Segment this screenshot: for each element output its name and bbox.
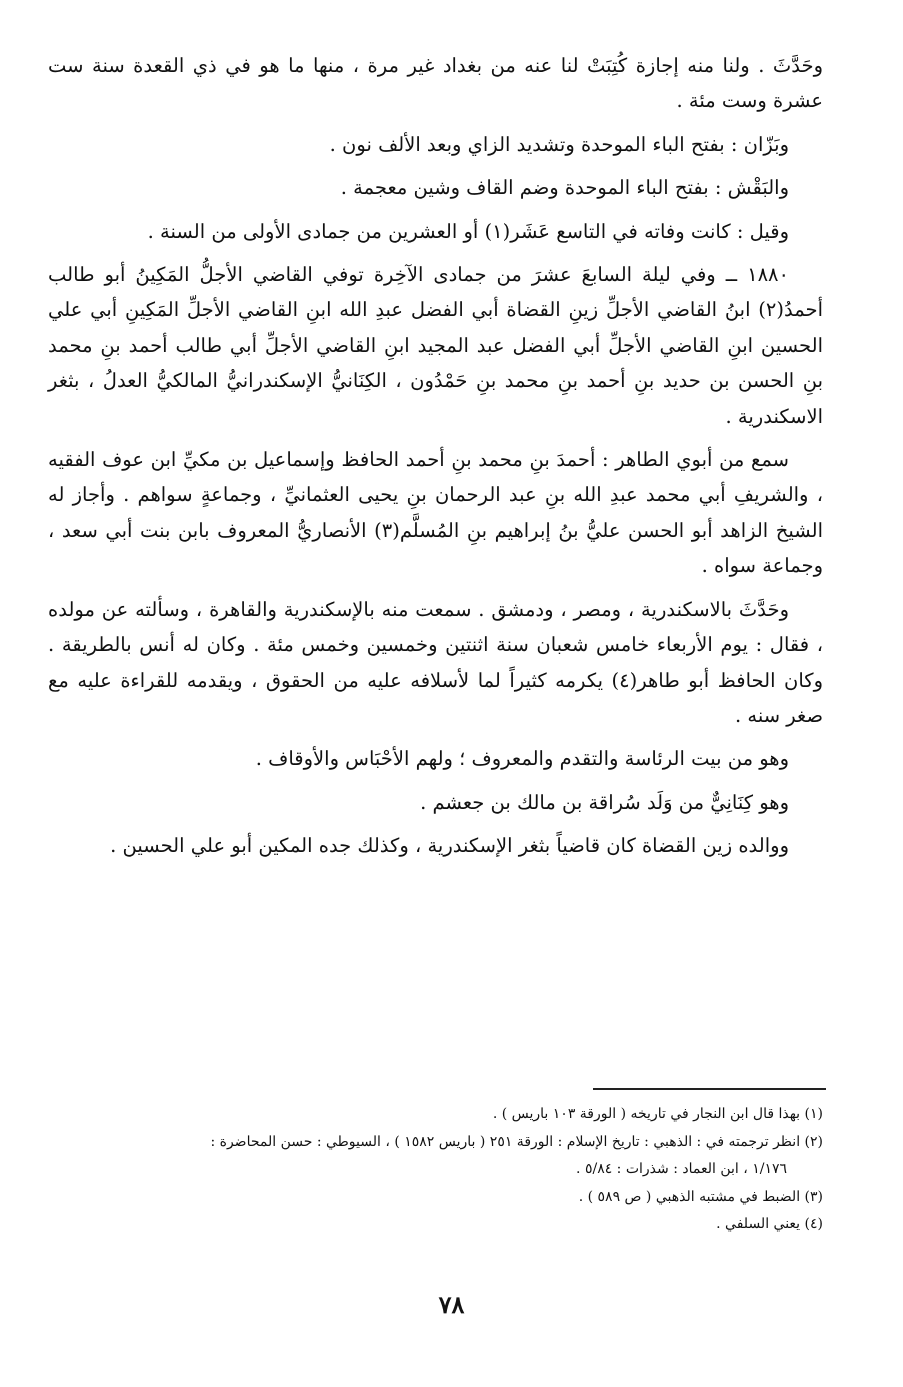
paragraph-teachers: سمع من أبوي الطاهر : أحمدَ بنِ محمد بنِ أحمد الحافظ وإسماعيل بن مكيِّ ابن عوف الفقيه ، والشريفِ أبي محمد عبدِ الله بنِ عبد الرحمان بنِ يحيى العثمانيِّ ، وجماعةٍ سواهم . وأجاز له الشيخ الزاهد أبو الحسن عليُّ بنُ إبراهيم بنِ المُسلَّم(٣) الأنصاريُّ المعروف بابن بنت أبي سعد ، وجماعة سواه . xyxy=(48,448,823,578)
paragraph-narration-places: وحَدَّثَ بالاسكندرية ، ومصر ، ودمشق . سمعت منه بالإسكندرية والقاهرة ، وسألته عن مولده ، فقال : يوم الأربعاء خامس شعبان سنة اثنتين وخمسين وخمس مئة . وكان له أنس بالطريقة . وكان الحافظ أبو طاهر(٤) يكرمه كثيراً لما لأسلافه عليه من الحقوق ، ويقدمه للقراءة عليه مع صغر سنه . xyxy=(48,597,823,727)
paragraph-father: ووالده زين القضاة كان قاضياً بثغر الإسكندرية ، وكذلك جده المكين أبو علي الحسين . xyxy=(110,834,789,858)
main-text xyxy=(48,48,823,872)
footnotes xyxy=(48,1101,823,1239)
paragraph-family-house: وهو من بيت الرئاسة والتقدم والمعروف ؛ ولهم الأحْبَاس والأوقاف . xyxy=(255,747,789,771)
footnote-separator xyxy=(593,1088,826,1090)
footnote-4: (٤) يعني السلفي . xyxy=(716,1216,823,1232)
paragraph-hadith-narration: وحَدَّثَ . ولنا منه إجازة كُتِبَتْ لنا عنه من بغداد غير مرة ، منها ما هو في ذي القعدة سنة ست عشرة وست مئة . xyxy=(48,54,823,113)
page-number: ٧٨ xyxy=(438,1290,465,1319)
paragraph-lineage: وهو كِنَانِيٌّ من وَلَد سُراقة بن مالك بن جعشم . xyxy=(420,790,789,814)
footnote-2-continuation: ١/١٧٦ ، ابن العماد : شذرات : ٥/٨٤ . xyxy=(576,1161,787,1177)
footnote-2: (٢) انظر ترجمته في : الذهبي : تاريخ الإسلام : الورقة ٢٥١ ( باريس ١٥٨٢ ) ، السيوطي : حسن المحاضرة : xyxy=(210,1133,823,1150)
paragraph-death-date: وقيل : كانت وفاته في التاسع عَشَر(١) أو العشرين من جمادى الأولى من السنة . xyxy=(147,219,789,243)
paragraph-albaqsh: والبَقْش : بفتح الباء الموحدة وضم القاف وشين معجمة . xyxy=(340,176,789,200)
footnote-1: (١) بهذا قال ابن النجار في تاريخه ( الورقة ١٠٣ باريس ) . xyxy=(492,1106,823,1122)
biography-entry-1880: ١٨٨٠ ــ وفي ليلة السابعَ عشرَ من جمادى الآخِرة توفي القاضي الأجلُّ المَكِينُ أبو طالب أحمدُ(٢) ابنُ القاضي الأجلِّ زينِ القضاة أبي الفضل عبدِ الله ابنِ القاضي الأجلِّ المَكِينِ أبي علي الحسين ابنِ القاضي الأجلِّ أبي الفضل عبد المجيد ابنِ القاضي الأجلِّ أبي طالب أحمد بنِ محمد بنِ الحسن بن حديد بنِ أحمد بنِ محمد بنِ حَمْدُون ، الكِنَانيُّ الإسكندرانيُّ المالكيُّ العدلُ ، بثغر الاسكندرية . xyxy=(48,263,823,428)
footnote-3: (٣) الضبط في مشتبه الذهبي ( ص ٥٨٩ ) . xyxy=(578,1188,823,1205)
paragraph-bazzan: وبَزّان : بفتح الباء الموحدة وتشديد الزاي وبعد الألف نون . xyxy=(329,132,789,156)
